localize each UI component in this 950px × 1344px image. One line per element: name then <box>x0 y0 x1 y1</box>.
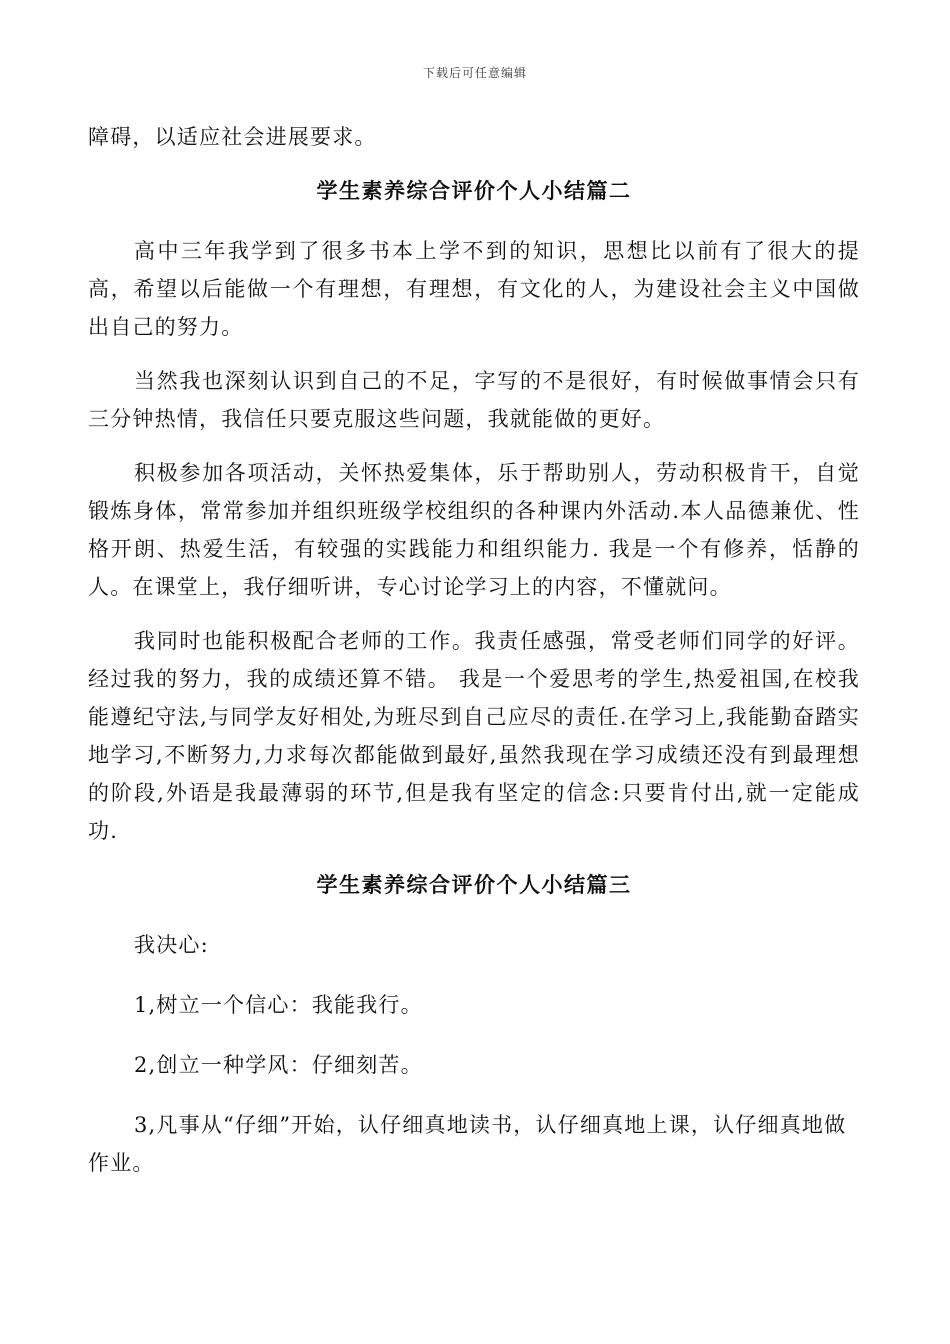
section-2-paragraph-2: 当然我也深刻认识到自己的不足，字写的不是很好，有时候做事情会只有三分钟热情，我信任只要克服这些问题，我就能做的更好。 <box>88 369 860 431</box>
section-3-title: 学生素养综合评价个人小结篇三 <box>316 872 632 897</box>
section-2-paragraph-4: 我同时也能积极配合老师的工作。我责任感强，常受老师们同学的好评。经过我的努力，我的成绩还算不错。 我是一个爱思考的学生,热爱祖国,在校我能遵纪守法,与同学友好相处,为班尽到自己应尽的责任.在学习上,我能勤奋踏实地学习,不断努力,力求每次都能做到最好,虽然我现在学习成绩还没有到最理想的阶段,外语是我最薄弱的环节,但是我有坚定的信念:只要肯付出,就一定能成功. <box>88 629 860 843</box>
section-3-item-2: 2,创立一种学风：仔细刻苦。 <box>134 1053 423 1077</box>
section-3-intro: 我决心: <box>134 933 209 957</box>
section-2-paragraph-3: 积极参加各项活动，关怀热爱集体，乐于帮助别人，劳动积极肯干，自觉锻炼身体，常常参加并组织班级学校组织的各种课内外活动.本人品德兼优、性格开朗、热爱生活，有较强的实践能力和组织能力. 我是一个有修养，恬静的人。在课堂上，我仔细听讲，专心讨论学习上的内容，不懂就问。 <box>88 461 860 599</box>
opening-tail-paragraph: 障碍，以适应社会进展要求。 <box>88 125 377 149</box>
section-3-item-1: 1,树立一个信心：我能我行。 <box>134 993 423 1017</box>
section-2-paragraph-1: 高中三年我学到了很多书本上学不到的知识，思想比以前有了很大的提高，希望以后能做一个有理想，有理想，有文化的人，为建设社会主义中国做出自己的努力。 <box>88 239 860 339</box>
document-body <box>88 118 860 1204</box>
section-2-title: 学生素养综合评价个人小结篇二 <box>316 178 632 203</box>
page-header-note: 下载后可任意编辑 <box>422 66 527 80</box>
section-3-item-3: 3,凡事从“仔细”开始，认仔细真地读书，认仔细真地上课，认仔细真地做作业。 <box>88 1113 847 1175</box>
